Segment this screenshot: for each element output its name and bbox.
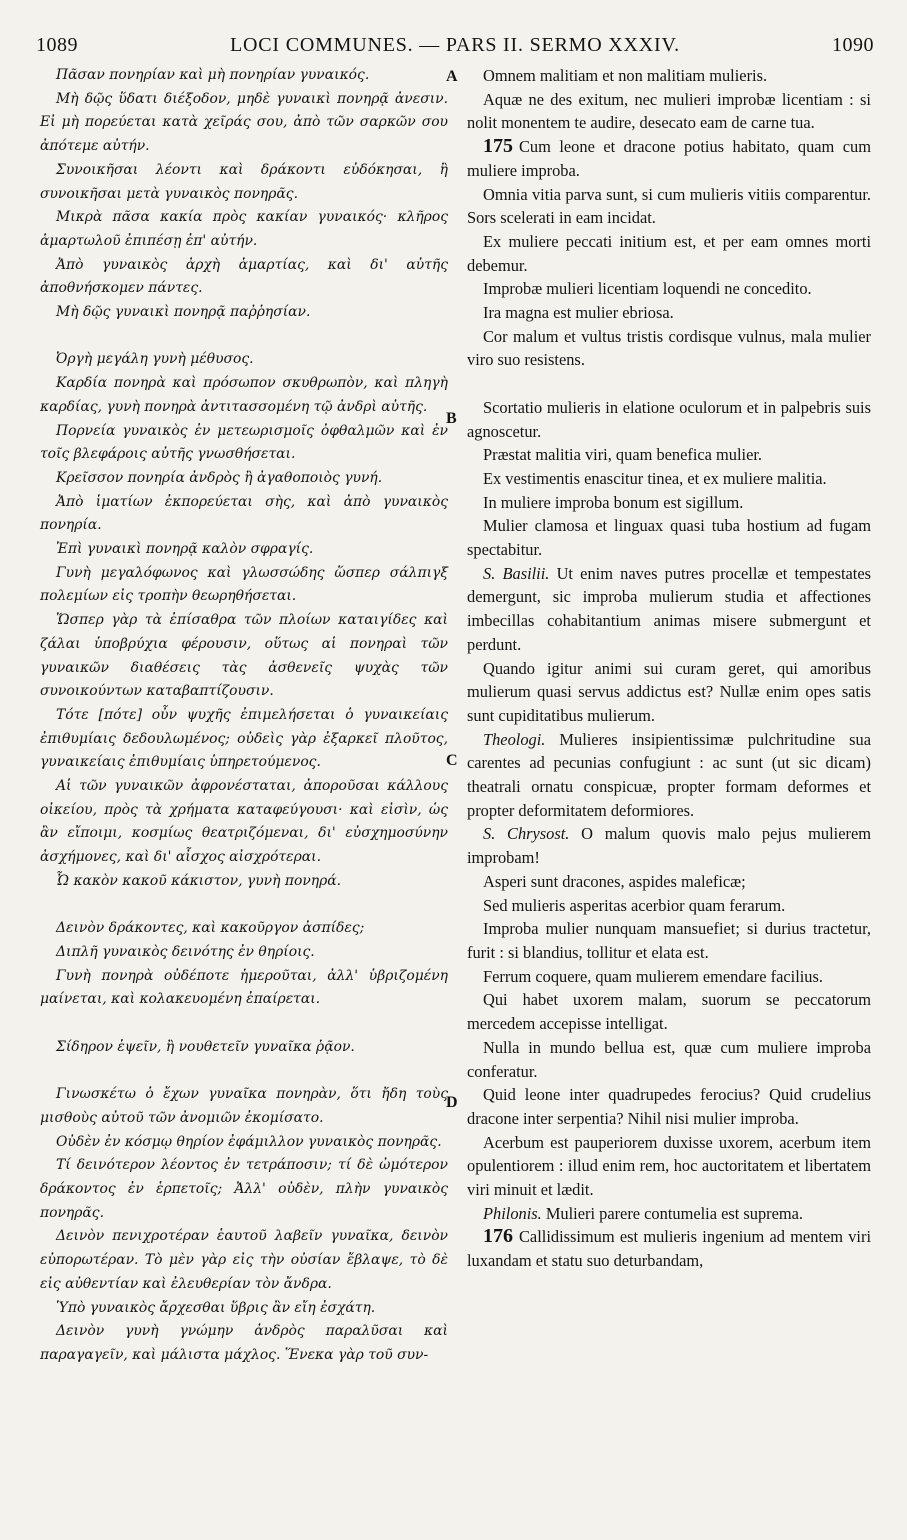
- latin-paragraph: [467, 301, 871, 325]
- latin-paragraph: [467, 514, 871, 561]
- greek-paragraph: Ὀργὴ μεγάλη γυνὴ μέθυσος.: [56, 351, 254, 368]
- greek-paragraph: Γυνὴ μεγαλόφωνος καὶ γλωσσώδης ὥσπερ σάλπιγξ πολεμίων εἰς τροπὴν θεωρηθήσεται.: [40, 564, 448, 605]
- latin-text: Improbæ mulieri licentiam loquendi ne concedito.: [483, 279, 812, 299]
- greek-paragraph: Ὥσπερ γὰρ τὰ ἐπίσαθρα τῶν πλοίων καταιγίδες καὶ ζάλαι ὑποβρύχια φέρουσιν, οὕτως αἱ πονηραὶ τῶν γυναικῶν διαθέσεις τὰς ἀσθενεῖς ψυχὰς τῶν συνοικούντων καταβαπτίζουσιν.: [40, 612, 448, 700]
- greek-paragraph: Αἱ τῶν γυναικῶν ἀφρονέσταται, ἀποροῦσαι κάλλους οἰκείου, πρὸς τὰ χρήματα καταφεύγουσι· καὶ εἰσὶν, ὡς ἂν εἴποιμι, κοσμίως θεατριζόμεναι, δι' εὐσχημοσύνην ἀσχήμονες, καὶ δι' αἶσχος αἰσχρότεραι.: [40, 778, 448, 866]
- latin-text: Mulieres insipientissimæ pulchritudine sua carentes ad pecunias confugiunt : ac sunt (ut sic dicam) theatrali ornatu conspicuæ, propter formam deformes et propter deformitatem deformiores.: [467, 729, 871, 820]
- latin-paragraph: [467, 562, 871, 657]
- latin-text: Asperi sunt dracones, aspides maleficæ;: [483, 871, 746, 891]
- margin-marker-c: C: [446, 752, 458, 769]
- greek-paragraph: Σίδηρον ἑψεῖν, ἢ νουθετεῖν γυναῖκα ῥᾷον.: [56, 1038, 355, 1055]
- greek-paragraph: Δεινὸν δράκοντες, καὶ κακοῦργον ἀσπίδες;: [56, 920, 365, 937]
- latin-text: Cum leone et dracone potius habitato, quam cum muliere improba.: [467, 137, 871, 180]
- latin-text: Acerbum est pauperiorem duxisse uxorem, acerbum item opulentiorem : illud enim rem, hoc auctoritatem et libertatem viri minuit et lædit.: [467, 1132, 871, 1200]
- page-number-right: 1090: [832, 34, 874, 56]
- latin-paragraph: [467, 64, 871, 88]
- latin-paragraph: [467, 965, 871, 989]
- latin-text: Mulieri parere contumelia est suprema.: [545, 1203, 804, 1223]
- latin-text: Ferrum coquere, quam mulierem emendare facilius.: [483, 966, 823, 986]
- running-title: LOCI COMMUNES. — PARS II. SERMO XXXIV.: [230, 34, 680, 56]
- latin-text: In muliere improba bonum est sigillum.: [483, 492, 744, 512]
- spacer: [467, 372, 871, 396]
- greek-paragraph: Δεινὸν γυνὴ γνώμην ἀνδρὸς παραλῦσαι καὶ παραγαγεῖν, καὶ μάλιστα μάχλος. Ἕνεκα γὰρ τοῦ συν-: [40, 1323, 448, 1363]
- spacer: [40, 1059, 448, 1083]
- greek-paragraph: Ἀπὸ ἱματίων ἐκπορεύεται σὴς, καὶ ἀπὸ γυναικὸς πονηρία.: [40, 493, 448, 534]
- latin-text: Scortatio mulieris in elatione oculorum et in palpebris suis agnoscetur.: [467, 397, 871, 441]
- latin-column: [467, 64, 871, 1273]
- greek-paragraph: Ὑπὸ γυναικὸς ἄρχεσθαι ὕβρις ἂν εἴη ἐσχάτη.: [56, 1299, 376, 1316]
- latin-text: Ut enim naves putres procellæ et tempestates demergunt, sic improba mulierum studia et affectiones imbecillas cohabitantium animas misere submergunt et perdunt.: [467, 563, 872, 654]
- latin-paragraph: [467, 396, 871, 443]
- latin-text: Nulla in mundo bellua est, quæ cum muliere improba conferatur.: [467, 1037, 871, 1081]
- running-header: [36, 34, 874, 60]
- section-number: 175: [483, 135, 513, 158]
- margin-marker-d: D: [446, 1094, 458, 1111]
- latin-paragraph: [467, 870, 871, 894]
- latin-paragraph: [467, 657, 871, 728]
- latin-paragraph: [467, 1036, 871, 1083]
- greek-paragraph: Μὴ δῷς ὕδατι διέξοδον, μηδὲ γυναικὶ πονηρᾷ ἀνεσιν. Εἰ μὴ πορεύεται κατὰ χεῖράς σου, ἀπὸ τῶν σαρκῶν σου ἀπότεμε αὐτήν.: [40, 90, 448, 155]
- latin-paragraph: [467, 822, 871, 869]
- latin-paragraph: [467, 443, 871, 467]
- source-attribution: S. Basilii.: [483, 563, 550, 583]
- page-number-left: 1089: [36, 34, 78, 56]
- latin-text: Ex muliere peccati initium est, et per eam omnes morti debemur.: [467, 231, 871, 275]
- greek-paragraph: Ἐπὶ γυναικὶ πονηρᾷ καλὸν σφραγίς.: [56, 541, 314, 558]
- greek-paragraph: Τί δεινότερον λέοντος ἐν τετράποσιν; τί δὲ ὠμότερον δράκοντος ἐν ἑρπετοῖς; Ἀλλ' οὐδὲν, πλὴν γυναικὸς πονηρᾶς.: [40, 1157, 448, 1221]
- greek-paragraph: Πᾶσαν πονηρίαν καὶ μὴ πονηρίαν γυναικός.: [56, 67, 370, 83]
- greek-paragraph: Γινωσκέτω ὁ ἔχων γυναῖκα πονηρὰν, ὅτι ἤδη τοὺς μισθοὺς αὐτοῦ τῶν ἀνομιῶν ἐκομίσατο.: [40, 1086, 448, 1126]
- latin-paragraph: [467, 230, 871, 277]
- latin-paragraph: [467, 325, 871, 372]
- greek-paragraph: Καρδία πονηρὰ καὶ πρόσωπον σκυθρωπὸν, καὶ πληγὴ καρδίας, γυνὴ πονηρὰ ἀντιτασσομένη τῷ ἀνδρὶ αὐτῆς.: [40, 375, 448, 415]
- latin-text: O malum quovis malo pejus mulierem improbam!: [467, 824, 871, 868]
- source-attribution: S. Chrysost.: [483, 824, 570, 844]
- latin-paragraph: [467, 1225, 871, 1272]
- greek-paragraph: Διπλῆ γυναικὸς δεινότης ἐν θηρίοις.: [56, 943, 315, 960]
- greek-paragraph: Συνοικῆσαι λέοντι καὶ δράκοντι εὐδόκησαι, ἢ συνοικῆσαι μετὰ γυναικὸς πονηρᾶς.: [40, 161, 448, 202]
- latin-paragraph: [467, 88, 871, 135]
- latin-paragraph: [467, 1083, 871, 1130]
- latin-text: Cor malum et vultus tristis cordisque vulnus, mala mulier viro suo resistens.: [467, 326, 871, 370]
- latin-text: Aquæ ne des exitum, nec mulieri improbæ licentiam : si nolit monentem te audire, desecato eam de carne tua.: [467, 89, 871, 133]
- latin-text: Ira magna est mulier ebriosa.: [483, 303, 674, 323]
- latin-text: Qui habet uxorem malam, suorum se peccatorum mercedem accepisse intelligat.: [467, 990, 871, 1034]
- latin-paragraph: [467, 988, 871, 1035]
- greek-paragraph: Οὐδὲν ἐν κόσμῳ θηρίον ἐφάμιλλον γυναικὸς πονηρᾶς.: [56, 1133, 442, 1150]
- spacer: [40, 325, 448, 349]
- latin-paragraph: [467, 1131, 871, 1202]
- latin-text: Omnem malitiam et non malitiam mulieris.: [483, 66, 768, 85]
- latin-paragraph: [467, 277, 871, 301]
- source-attribution: Theologi.: [483, 729, 546, 749]
- greek-column: [40, 64, 448, 1368]
- latin-paragraph: [467, 894, 871, 918]
- source-attribution: Philonis.: [483, 1203, 542, 1223]
- greek-paragraph: Ὦ κακὸν κακοῦ κάκιστον, γυνὴ πονηρά.: [56, 872, 342, 889]
- latin-text: Ex vestimentis enascitur tinea, et ex muliere malitia.: [483, 468, 827, 488]
- latin-text: Quid leone inter quadrupedes ferocius? Quid crudelius dracone inter serpentia? Nihil nisi mulier improba.: [467, 1085, 871, 1128]
- greek-paragraph: Δεινὸν πενιχροτέραν ἑαυτοῦ λαβεῖν γυναῖκα, δεινὸν εὐπορωτέραν. Τὸ μὲν γὰρ εἰς τὴν οὐσίαν ἔβλαψε, τὸ δὲ εἰς αὐθεντίαν καὶ ἐλευθερίαν τὸν ἄνδρα.: [40, 1228, 448, 1292]
- greek-paragraph: Μὴ δῷς γυναικὶ πονηρᾷ παῤῥησίαν.: [56, 304, 311, 321]
- latin-text: Omnia vitia parva sunt, si cum mulieris vitiis comparentur. Sors scelerati in eam incidat.: [467, 184, 871, 228]
- section-number: 176: [483, 1225, 513, 1248]
- latin-text: Sed mulieris asperitas acerbior quam ferarum.: [483, 895, 786, 915]
- latin-paragraph: [467, 917, 871, 964]
- latin-paragraph: [467, 1202, 871, 1226]
- latin-paragraph: [467, 467, 871, 491]
- greek-paragraph: Τότε [πότε] οὖν ψυχῆς ἐπιμελήσεται ὁ γυναικείαις ἐπιθυμίαις δεδουλωμένος; οὐδεὶς γὰρ ἐξαρκεῖ πλοῦτος, γυναικείαις ἐπιθυμίαις ὑπηρετούμενος.: [40, 706, 448, 771]
- greek-paragraph: Μικρὰ πᾶσα κακία πρὸς κακίαν γυναικός· κλῆρος ἁμαρτωλοῦ ἐπιπέσῃ ἐπ' αὐτήν.: [40, 209, 448, 249]
- spacer: [40, 1012, 448, 1036]
- greek-paragraph: Γυνὴ πονηρὰ οὐδέποτε ἡμεροῦται, ἀλλ' ὑβριζομένη μαίνεται, καὶ κολακευομένη ἐπαίρεται.: [40, 967, 448, 1008]
- latin-paragraph: [467, 183, 871, 230]
- margin-marker-a: A: [446, 68, 458, 85]
- margin-marker-b: B: [446, 410, 457, 427]
- greek-paragraph: Ἀπὸ γυναικὸς ἀρχὴ ἁμαρτίας, καὶ δι' αὐτῆς ἀποθνήσκομεν πάντες.: [40, 256, 448, 297]
- latin-text: Mulier clamosa et linguax quasi tuba hostium ad fugam spectabitur.: [467, 516, 871, 560]
- greek-paragraph: Κρεῖσσον πονηρία ἀνδρὸς ἢ ἀγαθοποιὸς γυνή.: [56, 469, 383, 486]
- latin-text: Quando igitur animi sui curam geret, qui amoribus mulierum quasi servus addictus est? Nullæ enim opes satis sunt cupiditatibus mulierum.: [467, 658, 871, 725]
- latin-text: Præstat malitia viri, quam benefica mulier.: [483, 445, 763, 465]
- greek-paragraph: Πορνεία γυναικὸς ἐν μετεωρισμοῖς ὀφθαλμῶν καὶ ἐν τοῖς βλεφάροις αὐτῆς γνωσθήσεται.: [40, 422, 448, 463]
- latin-paragraph: [467, 728, 871, 823]
- spacer: [40, 894, 448, 918]
- latin-text: Improba mulier nunquam mansuefiet; si durius tractetur, furit : si blandius, tollitur et elata est.: [467, 919, 871, 962]
- latin-paragraph: [467, 135, 871, 182]
- latin-text: Callidissimum est mulieris ingenium ad mentem viri luxandam et statu suo deturbandam,: [467, 1227, 871, 1271]
- latin-paragraph: [467, 491, 871, 515]
